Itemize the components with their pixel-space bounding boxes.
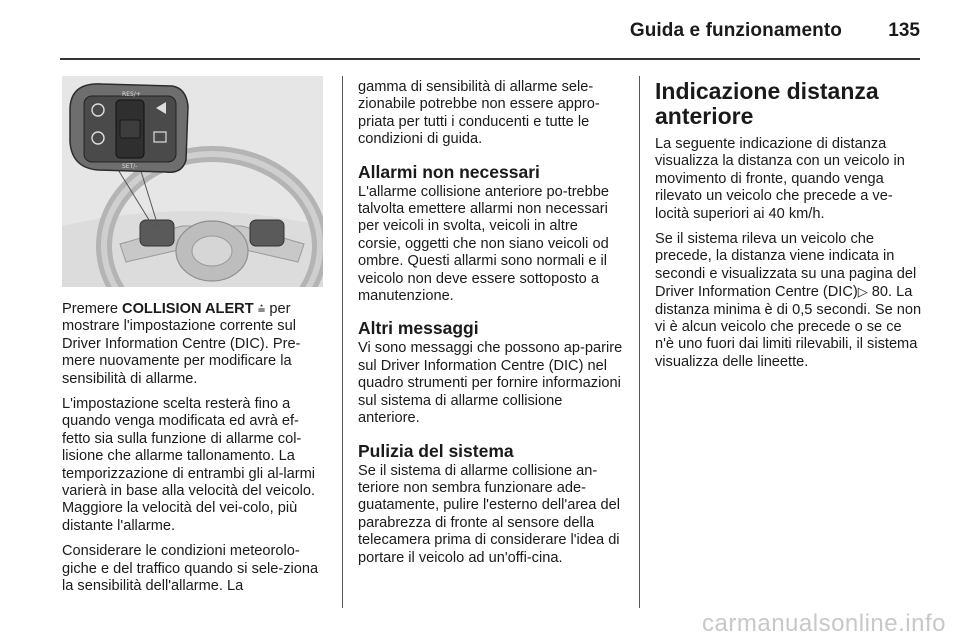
paragraph (655, 231, 923, 371)
section-heading: Allarmi non necessari (358, 161, 540, 182)
column-3 (655, 79, 923, 379)
text: 80. La distanza minima è di 0,5 secondi. Se non vi è alcun veicolo che precede o se ce n'è uno fuori dai limiti rilevabili, il sistema visualizza delle lineette. (655, 284, 922, 370)
page-header (0, 0, 960, 60)
text: per mostrare l'impostazione corrente sul Driver Information Centre (DIC). Pre-mere nuovamente per modificare la sensibilità di allarme. (62, 301, 301, 387)
column-divider (639, 76, 640, 608)
paragraph: Considerare le condizioni meteorolo-giche e del traffico quando si sele-ziona la sensibilità dell'allarme. La (62, 543, 319, 595)
steering-wheel-illustration (62, 76, 323, 287)
text: Se il sistema rileva un veicolo che precede, la distanza viene indicata in secondi e visualizzata su una pagina del Driver Information Centre (DIC) (655, 231, 917, 301)
steering-wheel-drawing (62, 76, 323, 287)
svg-text:RES/+: RES/+ (122, 91, 141, 98)
paragraph: gamma di sensibilità di allarme sele-zionabile potrebbe non essere appro-priata per tutti i conducenti e tutte le condizioni di guida. (358, 79, 600, 148)
section-heading: Altri messaggi (358, 318, 479, 339)
paragraph: L'allarme collisione anteriore po-trebbe talvolta emettere allarmi non necessari per veicoli in svolta, veicoli in altre corsie, oggetti che non siano veicoli od ombre. Questi allarmi sono normali e il veicolo non deve essere sottoposto a manutenzione. (358, 183, 610, 305)
button-name: COLLISION ALERT (122, 301, 254, 317)
paragraph (62, 300, 324, 388)
paragraph: Se il sistema di allarme collisione an-teriore non sembra funzionare ade-guatamente, pulire l'esterno dell'area del parabrezza di fronte al sensore della telecamera prima di considerare l'idea di portare il veicolo ad un'offi-cina. (358, 462, 620, 566)
section-heading: Pulizia del sistema (358, 440, 514, 461)
column-2 (358, 79, 624, 575)
text: Premere (62, 301, 118, 317)
column-1 (62, 300, 324, 604)
page-reference-icon: ▷ (857, 284, 868, 300)
column-divider (342, 76, 343, 608)
paragraph: L'impostazione scelta resterà fino a quando venga modificata ed avrà ef-fetto sia sulla funzione di allarme col-lisione che allarme tallonamento. La temporizzazione di entrambi gli al-larmi varierà in base alla velocità del veicolo. Maggiore la velocità del vei-colo, più distante l'allarme. (62, 396, 316, 534)
page-number: 135 (888, 20, 920, 41)
paragraph: Vi sono messaggi che possono ap-parire sul Driver Information Centre (DIC) nel quadro strumenti per fornire informazioni sul sistema di allarme collisione anteriore. (358, 340, 623, 427)
section-title: Indicazione distanza anteriore (655, 78, 879, 129)
watermark: carmanualsonline.info (702, 610, 946, 637)
collision-alert-icon: ⩮ (257, 301, 266, 316)
svg-text:SET/-: SET/- (122, 163, 138, 170)
chapter-title: Guida e funzionamento (629, 20, 842, 41)
header-rule (60, 58, 920, 60)
paragraph: La seguente indicazione di distanza visualizza la distanza con un veicolo in movimento di fronte, quando venga rilevato un veicolo che precede a ve-locità superiori ai 40 km/h. (655, 136, 905, 222)
